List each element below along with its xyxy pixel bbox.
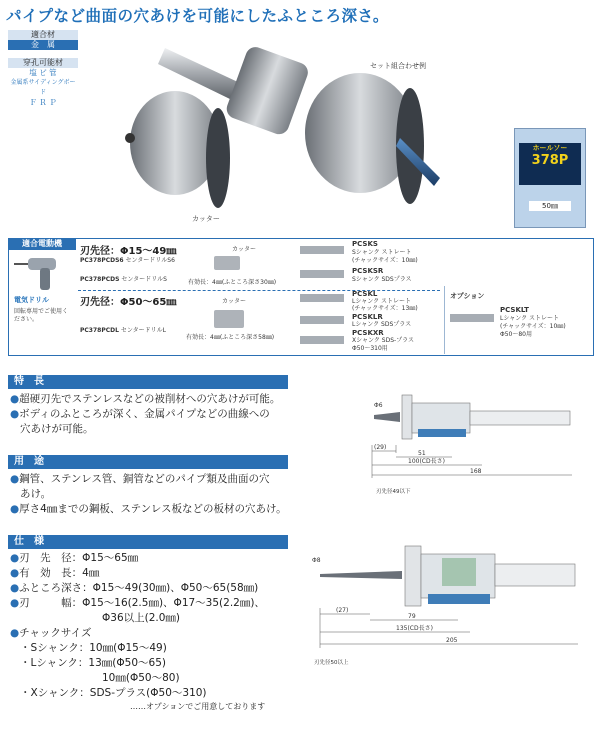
specs-title: 仕 様: [8, 535, 288, 549]
cutter-body: [130, 91, 220, 195]
row2-l1-desc2: (チャックサイズ：13㎜): [352, 305, 418, 312]
diagram2-caption: 刃先径50以上: [314, 660, 349, 666]
product-package: [514, 128, 586, 228]
row1-center2-code: PC378PCDS: [80, 276, 120, 283]
feature-2b: 穴あけが可能。: [20, 423, 94, 435]
row1-range: 刃先径：Φ15～49㎜: [80, 246, 177, 257]
feature-1: 超硬刃先でステンレスなどの被削材への穴あけが可能。: [19, 393, 281, 405]
specs-list: ●刃 先 径：Φ15～65㎜ ●有 効 長：4㎜ ●ふところ深さ：Φ15～49(30㎜)、Φ50～65(58㎜) ●刃 幅：Φ15～16(2.5㎜)、Φ17～35(2.2㎜)、 Φ36以上(2.0㎜) ●チャックサイズ ・Sシャンク：10㎜(Φ15～49) ・Lシャンク：13㎜(Φ50～65) 10㎜(Φ50～80) ・Xシャンク：SDS-プラス(Φ50～310) ……オプションでご用意しております: [10, 551, 340, 712]
package-size: 50: [542, 202, 551, 210]
compat-header: 適合電動機: [8, 238, 76, 250]
diagram1-d3: 100(CD長さ): [408, 458, 445, 465]
row1-cutter-img: [214, 256, 240, 270]
row2-cutter-label: カッター: [222, 298, 246, 305]
spec-blade-diameter-label: 刃 先 径: [19, 552, 72, 564]
row1-shank1-img: [300, 246, 344, 254]
materials-panel: [8, 30, 78, 108]
usage-1b: あけ。: [20, 488, 52, 500]
drillable-siding: 金属系サイディングボード: [10, 79, 76, 96]
row1-center1-code: PC378PCDS6: [80, 257, 124, 264]
row-divider: [78, 290, 440, 291]
spec-chuck-l2: 10㎜(Φ50～80): [102, 672, 180, 684]
spec-effective-length-value: ：4㎜: [71, 567, 100, 579]
row2-center-code: PC378PCDL: [80, 327, 119, 334]
features-title: 特 長: [8, 375, 288, 389]
row2-center-desc: センタードリルL: [120, 327, 166, 334]
diagram2-d2: 79: [408, 613, 416, 620]
option-desc1: Lシャンク ストレート: [500, 315, 560, 322]
diagram2-d4: 205: [446, 637, 458, 644]
row1-depth: 有効長：4㎜(ふところ深さ30㎜): [188, 279, 277, 286]
row2-l2-code: PCSKLR: [352, 313, 383, 321]
row2-l1-desc1: Lシャンク ストレート: [352, 298, 412, 305]
diagram2-d1: (27): [336, 607, 349, 614]
row1-s2-desc1: Sシャンク SDSプラス: [352, 276, 412, 283]
option-label: オプション: [450, 292, 485, 300]
row2-cutter-img: [214, 310, 244, 328]
spec-chuck-l: ・Lシャンク：13㎜(Φ50～65): [20, 657, 166, 669]
row1-s2-code: PCSKSR: [352, 267, 384, 275]
spec-chuck-label: チャックサイズ: [19, 627, 92, 639]
materials-header: 適合材: [8, 30, 78, 40]
material-metal: 金 属: [8, 40, 78, 50]
row1-s1-desc1: Sシャンク ストレート: [352, 249, 412, 256]
page-headline: パイプなど曲面の穴あけを可能にしたふところ深さ。: [6, 7, 389, 25]
spec-chuck-s: ・Sシャンク：10㎜(Φ15～49): [20, 642, 167, 654]
row2-l1-code: PCSKL: [352, 290, 378, 298]
dimension-diagram-2: [310, 540, 595, 670]
row2-x-desc1: Xシャンク SDS-プラス: [352, 337, 415, 344]
feature-2a: ボディのふところが深く、金属パイプなどの曲線への: [19, 408, 270, 420]
dimension-diagram-1: [360, 385, 595, 500]
package-unit: ㎜: [550, 202, 558, 210]
option-desc2: (チャックサイズ：10㎜): [500, 323, 566, 330]
row2-x-code: PCSKXR: [352, 329, 384, 337]
spec-width-value2: Φ36以上(2.0㎜): [102, 612, 181, 624]
drillable-pvc: 塩 ビ 管: [29, 68, 57, 77]
drillable-frp: Ｆ Ｒ Ｐ: [29, 98, 57, 107]
set-example-label: セット組合わせ例: [370, 62, 426, 70]
spec-width-value: ：Φ15～16(2.5㎜)、Φ17～35(2.2㎜)、: [71, 597, 265, 609]
row2-shank1-img: [300, 294, 344, 302]
package-brand: ホールソー: [532, 144, 568, 152]
diagram1-phi: Φ6: [374, 402, 383, 409]
usage-title: 用 途: [8, 455, 288, 469]
diagram1-caption: 刃先径49以下: [376, 489, 411, 495]
option-shank-img: [450, 314, 494, 322]
row2-x-desc2: Φ50～310用: [352, 345, 388, 352]
spec-depth-label: ふところ深さ: [19, 582, 83, 594]
usage-1a: 鋼管、ステンレス管、銅管などのパイプ類及曲面の穴: [19, 473, 270, 485]
spec-width-label: 刃 幅: [19, 597, 72, 609]
cutter-label: カッター: [192, 215, 220, 223]
cutter-pin-hole: [125, 133, 135, 143]
row1-cutter-label: カッター: [232, 246, 256, 253]
row2-l2-desc1: Lシャンク SDSプラス: [352, 321, 412, 328]
cutter-teeth: [206, 108, 230, 208]
shank-adapter: [224, 44, 311, 137]
row1-center2-desc: センタードリルS: [121, 276, 167, 283]
spec-option-note: ……オプションでご用意しております: [130, 702, 266, 711]
row1-shank2-img: [300, 270, 344, 278]
row2-shank2-img: [300, 316, 344, 324]
diagram2-phi: Φ8: [312, 557, 321, 564]
drillable-header: 穿孔可能材: [8, 58, 78, 68]
row2-depth: 有効長：4㎜(ふところ深さ58㎜): [186, 334, 275, 341]
spec-chuck-x: ・Xシャンク：SDS-プラス(Φ50～310): [20, 687, 207, 699]
diagram1-d2: 51: [418, 450, 426, 457]
row1-s1-desc2: (チャックサイズ：10㎜): [352, 257, 418, 264]
usage-list: ●鋼管、ステンレス管、銅管などのパイプ類及曲面の穴 あけ。 ●厚さ4㎜までの鋼板、ステンレス板などの板材の穴あけ。: [10, 472, 340, 517]
drill-icon: [14, 254, 70, 294]
option-code: PCSKLT: [500, 306, 529, 314]
drill-label: 電気ドリル: [14, 296, 49, 304]
option-desc3: Φ50～80用: [500, 331, 532, 338]
row1-center1-desc: センタードリルS6: [125, 257, 175, 264]
spec-depth-value: ：Φ15～49(30㎜)、Φ50～65(58㎜): [82, 582, 259, 594]
features-list: ●超硬刃先でステンレスなどの被削材への穴あけが可能。 ●ボディのふところが深く、金属パイプなどの曲線への 穴あけが可能。: [10, 392, 340, 437]
package-model: 378P: [531, 153, 569, 168]
row2-shank3-img: [300, 336, 344, 344]
usage-2: 厚さ4㎜までの鋼板、ステンレス板などの板材の穴あけ。: [19, 503, 287, 515]
diagram2-d3: 135(CD長さ): [396, 625, 433, 632]
product-photo: [110, 28, 450, 228]
diagram1-d4: 168: [470, 468, 482, 475]
row1-s1-code: PCSKS: [352, 240, 378, 248]
spec-blade-diameter-value: ：Φ15～65㎜: [71, 552, 139, 564]
diagram1-d1: (29): [374, 444, 387, 451]
row2-range: 刃先径：Φ50～65㎜: [80, 297, 177, 308]
drill-note: 回転専用でご使用ください。: [14, 308, 69, 323]
spec-effective-length-label: 有 効 長: [19, 567, 72, 579]
